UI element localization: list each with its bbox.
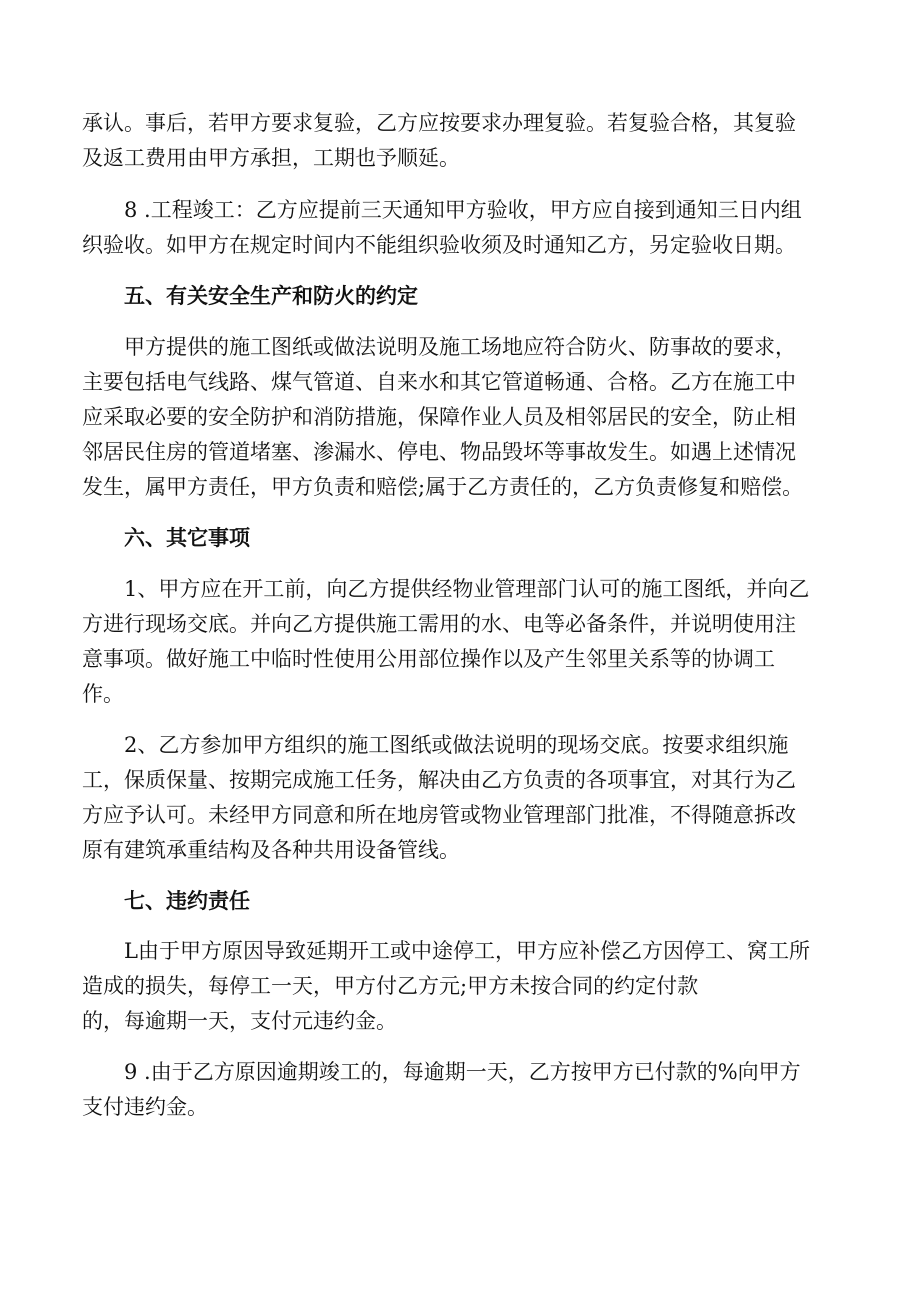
text-line: 及返工费用由甲方承担，工期也予顺延。 <box>82 146 460 170</box>
text-line: 主要包括电气线路、煤气管道、自来水和其它管道畅通、合格。乙方在施工中 <box>82 370 796 394</box>
text-line: 原有建筑承重结构及各种共用设备管线。 <box>82 838 460 862</box>
text-line: 应采取必要的安全防护和消防措施，保障作业人员及相邻居民的安全，防止相 <box>82 405 796 429</box>
text-line: 方进行现场交底。并向乙方提供施工需用的水、电等必备条件，并说明使用注 <box>82 612 796 636</box>
text-line: 造成的损失，每停工一天，甲方付乙方元;甲方未按合同的约定付款 <box>82 974 699 998</box>
text-line: 的，每逾期一天，支付元违约金。 <box>82 1009 397 1033</box>
text-line: 织验收。如甲方在规定时间内不能组织验收须及时通知乙方，另定验收日期。 <box>82 233 796 257</box>
text-line: 甲方提供的施工图纸或做法说明及施工场地应符合防火、防事故的要求， <box>124 335 796 359</box>
text-line: 1、甲方应在开工前，向乙方提供经物业管理部门认可的施工图纸，并向乙 <box>124 577 810 601</box>
text-line: 9 .由于乙方原因逾期竣工的，每逾期一天，乙方按甲方已付款的%向甲方 <box>124 1060 801 1084</box>
text-line: 工，保质保量、按期完成施工任务，解决由乙方负责的各项事宜，对其行为乙 <box>82 768 796 792</box>
text-line: 承认。事后，若甲方要求复验，乙方应按要求办理复验。若复验合格，其复验 <box>82 111 796 135</box>
text-line: 意事项。做好施工中临时性使用公用部位操作以及产生邻里关系等的协调工 <box>82 647 775 671</box>
text-line: 发生，属甲方责任，甲方负责和赔偿;属于乙方责任的，乙方负责修复和赔偿。 <box>82 475 804 499</box>
text-line: 作。 <box>82 682 124 706</box>
text-line: 2、乙方参加甲方组织的施工图纸或做法说明的现场交底。按要求组织施 <box>124 733 789 757</box>
section-heading: 七、违约责任 <box>124 888 250 913</box>
text-line: 8 .工程竣工：乙方应提前三天通知甲方验收，甲方应自接到通知三日内组 <box>124 198 802 222</box>
section-heading: 五、有关安全生产和防火的约定 <box>124 283 418 308</box>
text-line: 邻居民住房的管道堵塞、渗漏水、停电、物品毁坏等事故发生。如遇上述情况 <box>82 440 796 464</box>
text-line: 支付违约金。 <box>82 1095 208 1119</box>
text-line: L由于甲方原因导致延期开工或中途停工，甲方应补偿乙方因停工、窝工所 <box>124 939 810 963</box>
text-line: 方应予认可。未经甲方同意和所在地房管或物业管理部门批准，不得随意拆改 <box>82 803 796 827</box>
section-heading: 六、其它事项 <box>124 525 250 550</box>
